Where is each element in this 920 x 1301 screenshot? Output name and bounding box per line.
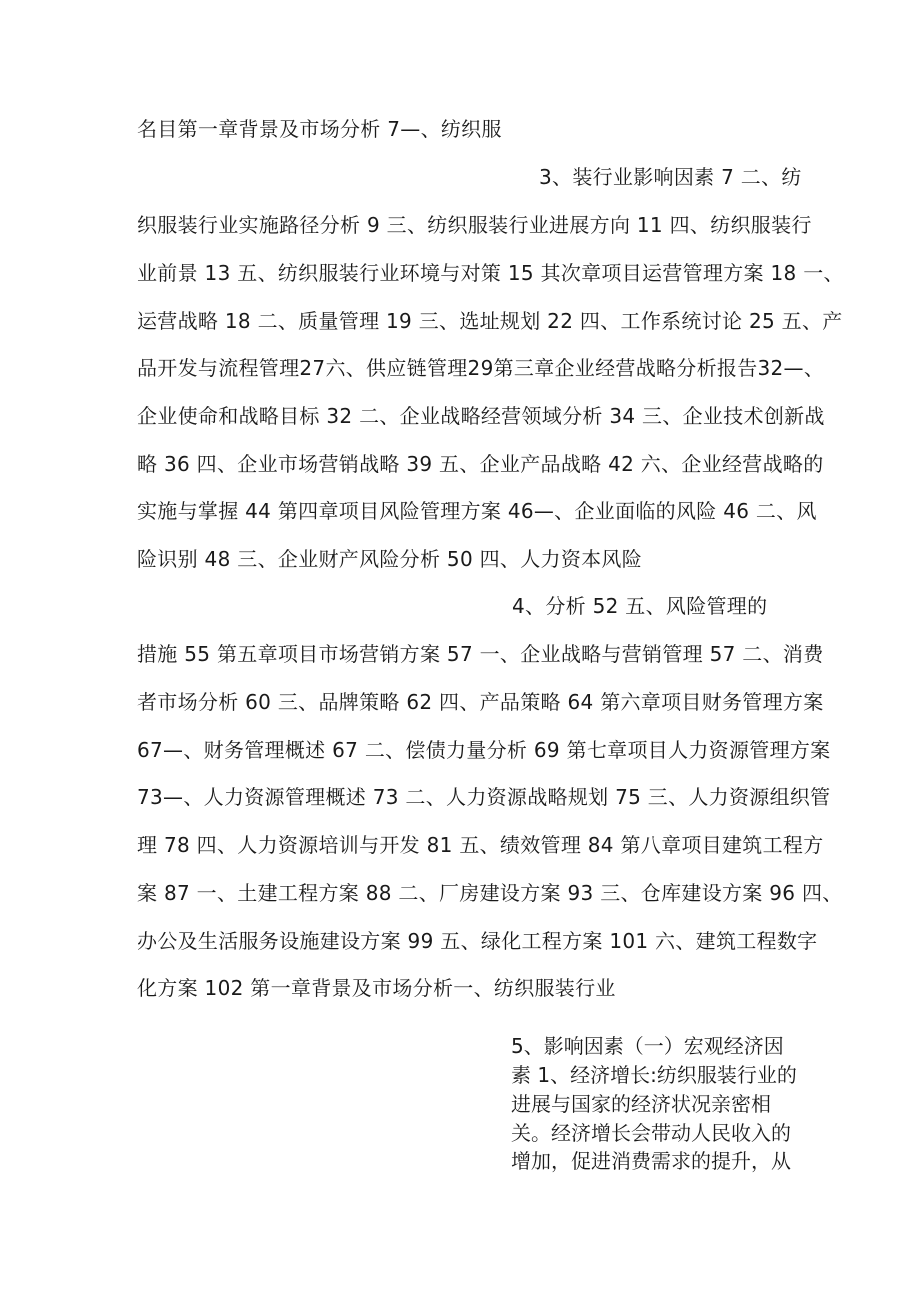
- toc-line: 品开发与流程管理27六、供应链管理29第三章企业经营战略分析报告32—、: [137, 356, 825, 380]
- toc-line: 企业使命和战略目标 32 二、企业战略经营领域分析 34 三、企业技术创新战: [137, 404, 825, 428]
- toc-line: 织服装行业实施路径分析 9 三、纺织服装行业进展方向 11 四、纺织服装行: [137, 213, 812, 237]
- toc-line: 名目第一章背景及市场分析 7—、纺织服: [137, 117, 502, 141]
- paragraph-line: 5、影响因素（一）宏观经济因: [511, 1034, 784, 1058]
- toc-line: 办公及生活服务设施建设方案 99 五、绿化工程方案 101 六、建筑工程数字: [137, 929, 818, 953]
- paragraph-line: 增加，促进消费需求的提升，从: [511, 1149, 791, 1173]
- toc-line: 运营战略 18 二、质量管理 19 三、选址规划 22 四、工作系统讨论 25 五、产: [137, 309, 843, 333]
- toc-line: 略 36 四、企业市场营销战略 39 五、企业产品战略 42 六、企业经营战略的: [137, 452, 824, 476]
- paragraph-line: 进展与国家的经济状况亲密相: [511, 1092, 771, 1116]
- toc-line: 险识别 48 三、企业财产风险分析 50 四、人力资本风险: [137, 547, 643, 571]
- toc-line: 案 87 一、土建工程方案 88 二、厂房建设方案 93 三、仓库建设方案 96 四、: [137, 881, 843, 905]
- toc-line: 理 78 四、人力资源培训与开发 81 五、绩效管理 84 第八章项目建筑工程方: [137, 833, 824, 857]
- toc-line: 业前景 13 五、纺织服装行业环境与对策 15 其次章项目运营管理方案 18 一、: [137, 261, 844, 285]
- toc-line: 化方案 102 第一章背景及市场分析一、纺织服装行业: [137, 976, 616, 1000]
- toc-line: 实施与掌握 44 第四章项目风险管理方案 46—、企业面临的风险 46 二、风: [137, 499, 817, 523]
- paragraph-line: 素 1、经济增长:纺织服装行业的: [511, 1063, 797, 1087]
- toc-line: 4、分析 52 五、风险管理的: [512, 594, 768, 618]
- paragraph-line: 关。经济增长会带动人民收入的: [511, 1121, 791, 1145]
- toc-line: 措施 55 第五章项目市场营销方案 57 一、企业战略与营销管理 57 二、消费: [137, 642, 824, 666]
- toc-line: 者市场分析 60 三、品牌策略 62 四、产品策略 64 第六章项目财务管理方案: [137, 690, 824, 714]
- toc-line: 3、装行业影响因素 7 二、纺: [539, 165, 802, 189]
- toc-line: 73—、人力资源管理概述 73 二、人力资源战略规划 75 三、人力资源组织管: [137, 785, 831, 809]
- toc-line: 67—、财务管理概述 67 二、偿债力量分析 69 第七章项目人力资源管理方案: [137, 738, 831, 762]
